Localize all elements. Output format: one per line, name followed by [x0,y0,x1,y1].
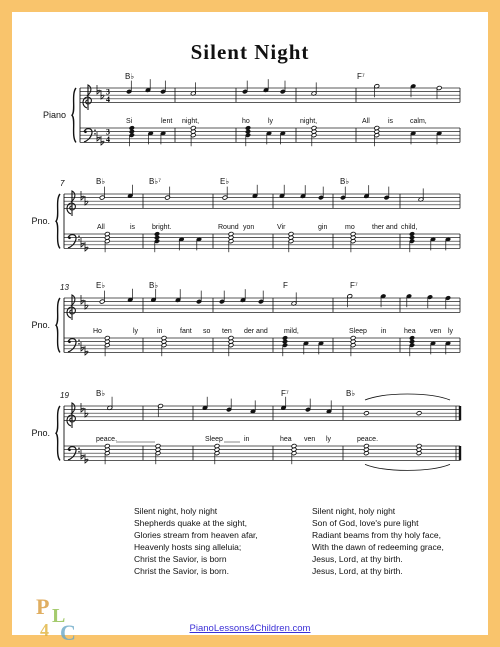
lyric-syllable: in [244,436,250,443]
note-head [129,126,135,131]
lyric-syllable: ly [268,118,274,125]
flat-icon [97,85,100,94]
measure-number: 19 [60,391,69,400]
bass-clef-dot [68,237,71,240]
flat-icon [81,450,84,459]
verse-line: Son of God, love's pure light [312,518,419,529]
chord-symbol: F [283,281,288,290]
lyric-syllable: mo [345,224,355,231]
bass-clef-dot [78,451,80,453]
bass-clef-dot [94,133,96,135]
lyric-syllable: ly [326,436,332,443]
lyric-syllable: peace. [96,436,118,443]
time-signature: 4 [106,95,110,104]
logo-letter: C [60,620,76,644]
treble-clef-icon [67,403,75,428]
lyric-syllable: gin [318,224,328,231]
verse-line: Christ the Savior, is born [134,554,227,565]
brace-icon [72,88,76,142]
chord-symbol: F⁷ [281,389,289,398]
flat-icon [101,136,104,145]
bass-clef-dot [78,239,80,241]
time-signature: 3 [106,87,110,97]
logo-letter: P [36,594,50,619]
note-head [364,411,370,416]
measure-number: 7 [60,179,65,188]
note-head [416,411,422,416]
lyric-syllable: night, [182,118,200,125]
lyric-syllable: so [203,328,211,335]
bass-clef-dot [78,343,80,345]
bass-clef-dot [78,339,80,341]
note-head [245,126,251,131]
bass-clef-dot [68,449,71,452]
lyric-syllable: ly [448,328,454,335]
flat-icon [85,346,88,355]
tie-icon [365,394,450,400]
time-signature: 3 [106,127,110,137]
lyric-syllable: Round [218,224,239,231]
verse-line: Silent night, holy night [134,506,218,516]
bass-clef-dot [94,129,96,131]
time-signature: 4 [106,135,110,144]
bass-clef-dot [78,235,80,237]
chord-symbol: F⁷ [357,72,365,81]
lyric-syllable: Vir [277,224,286,231]
chord-symbol: B♭ [340,177,350,186]
chord-symbol: B♭ [346,389,356,398]
lyric-syllable: bright. [152,224,172,231]
lyric-syllable: ther and [372,224,398,231]
chord-symbol: B♭⁷ [149,177,162,186]
bass-clef-dot [78,447,80,449]
flat-icon [81,342,84,351]
treble-clef-icon [83,85,91,110]
verse-line: Christ the Savior, is born. [134,566,229,577]
flat-icon [85,454,88,463]
lyric-syllable: yon [243,224,255,231]
logo-letter: 4 [40,620,49,640]
tie-icon [365,464,450,470]
verse-line: Radiant beams from thy holy face, [312,530,441,541]
lyric-syllable: Ho [93,328,102,335]
bass-clef-dot [84,131,87,134]
lyric-syllable: hea [404,328,416,335]
lyric-syllable: child, [401,224,418,231]
chord-symbol: B♭ [96,177,106,186]
lyric-syllable: hea [280,436,292,443]
measure-number: 13 [60,283,69,292]
treble-clef-icon [67,295,75,320]
lyric-syllable: Sleep [349,328,367,335]
brace-icon [56,406,60,460]
lyric-syllable: ven [304,436,316,443]
brace-icon [56,194,60,248]
verse-line: Silent night, holy night [312,506,396,516]
flat-icon [81,403,84,412]
instrument-label: Pno. [31,320,50,331]
lyric-syllable: ly [133,328,139,335]
flat-icon [81,295,84,304]
lyric-syllable: is [388,118,394,125]
website-link[interactable]: PianoLessons4Children.com [189,623,311,634]
instrument-label: Piano [42,110,66,121]
bass-clef-dot [68,341,71,344]
lyric-syllable: mild, [284,328,299,335]
logo-icon [32,592,92,644]
verses-left [134,505,258,578]
verse-line: Glories stream from heaven afar, [134,530,258,541]
lyric-syllable: All [97,224,105,231]
page-title: Silent Night [190,40,310,64]
lyric-syllable: All [362,118,370,125]
flat-icon [81,191,84,200]
verse-line: Jesus, Lord, at thy birth. [312,566,403,577]
lyric-syllable: calm, [410,118,427,125]
lyric-syllable: der and [244,328,268,335]
treble-clef-icon [67,191,75,216]
note-head [409,336,415,341]
note-head [409,232,415,237]
chord-symbol: E♭ [96,281,106,290]
lyric-syllable: Sleep [205,436,223,443]
flat-icon [81,238,84,247]
lyric-syllable: night, [300,118,318,125]
verses-right [312,505,444,578]
lyric-syllable: ho [242,118,250,125]
note-head [154,232,160,237]
lyric-syllable: in [381,328,387,335]
lyric-syllable: fant [180,328,192,335]
verse-line: Heavenly hosts sing alleluia; [134,542,242,553]
brace-icon [56,298,60,352]
lyric-syllable: peace. [357,436,379,443]
lyric-syllable: ven [430,328,442,335]
instrument-label: Pno. [31,216,50,227]
chord-symbol: B♭ [125,72,135,81]
note-head [282,336,288,341]
verse-line: Shepherds quake at the sight, [134,518,247,529]
chord-symbol: E♭ [220,177,230,186]
lyric-syllable: Si [126,118,133,125]
lyric-syllable: lent [161,118,173,125]
flat-icon [85,242,88,251]
lyric-syllable: is [130,224,136,231]
chord-symbol: B♭ [149,281,159,290]
flat-icon [97,132,100,141]
instrument-label: Pno. [31,428,50,439]
logo-letter: L [52,605,66,627]
lyric-syllable: in [157,328,163,335]
chord-symbol: F⁷ [350,281,358,290]
verse-line: With the dawn of redeeming grace, [312,542,444,553]
verse-line: Jesus, Lord, at thy birth. [312,554,403,565]
lyric-syllable: ten [222,328,232,335]
chord-symbol: B♭ [96,389,106,398]
